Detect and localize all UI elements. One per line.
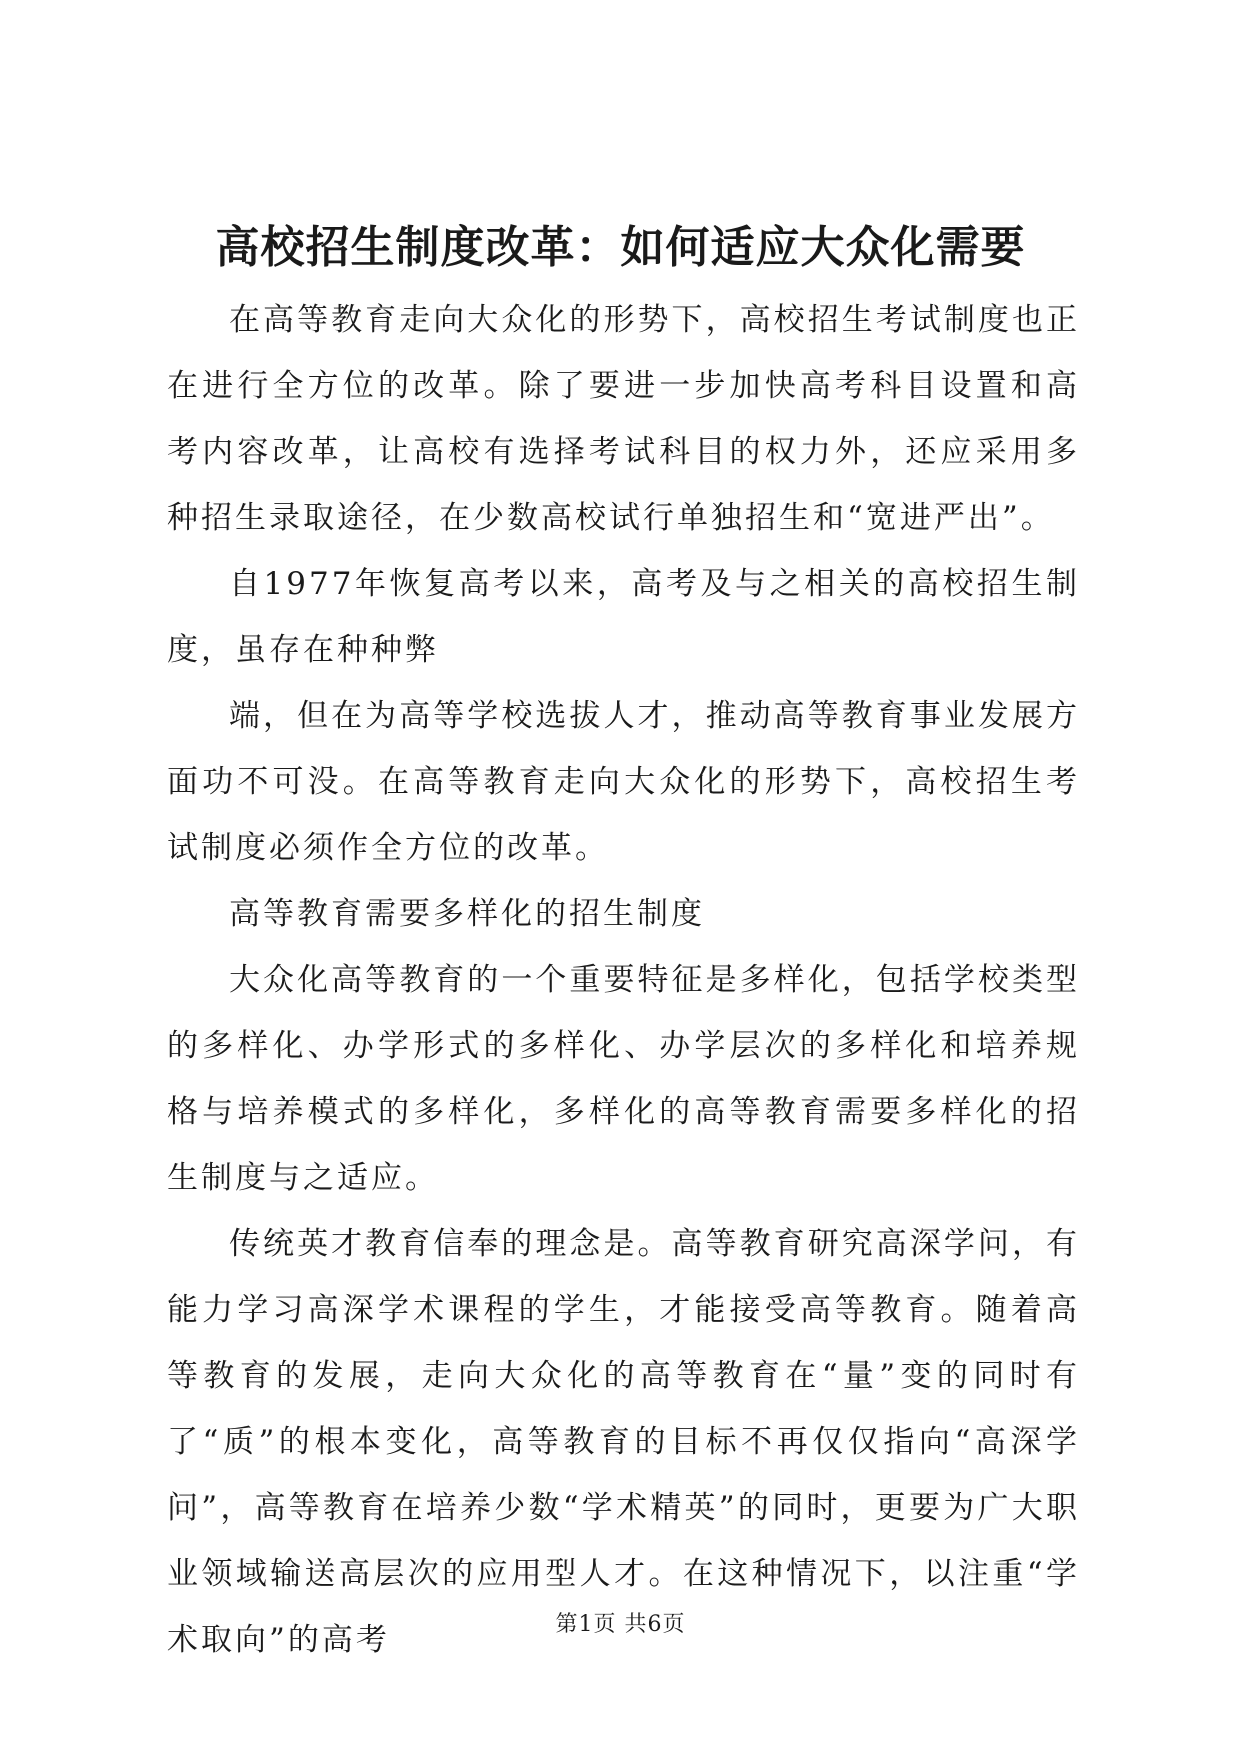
- section-heading: 高等教育需要多样化的招生制度: [229, 896, 705, 932]
- paragraph: 大众化高等教育的一个重要特征是多样化，包括学校类型的多样化、办学形式的多样化、办学层次的多样化和培养规格与培养模式的多样化，多样化的高等教育需要多样化的招生制度与之适应。: [167, 962, 1080, 1196]
- paragraph: 传统英才教育信奉的理念是。高等教育研究高深学问，有能力学习高深学术课程的学生，才能接受高等教育。随着高等教育的发展，走向大众化的高等教育在“量”变的同时有了“质”的根本变化，高等教育的目标不再仅仅指向“高深学问”，高等教育在培养少数“学术精英”的同时，更要为广大职业领域输送高层次的应用型人才。在这种情况下，以注重“学术取向”的高考: [167, 1226, 1080, 1658]
- page-footer: 第1页 共6页: [555, 1612, 686, 1637]
- paragraph: 自1977年恢复高考以来，高考及与之相关的高校招生制度，虽存在种种弊: [167, 566, 1080, 668]
- document-title: 高校招生制度改革：如何适应大众化需要: [215, 222, 1026, 273]
- paragraph: 端，但在为高等学校选拔人才，推动高等教育事业发展方面功不可没。在高等教育走向大众化的形势下，高校招生考试制度必须作全方位的改革。: [167, 698, 1080, 866]
- paragraph: 在高等教育走向大众化的形势下，高校招生考试制度也正在进行全方位的改革。除了要进一步加快高考科目设置和高考内容改革，让高校有选择考试科目的权力外，还应采用多种招生录取途径，在少数高校试行单独招生和“宽进严出”。: [167, 302, 1080, 536]
- document-body: [167, 287, 1080, 1673]
